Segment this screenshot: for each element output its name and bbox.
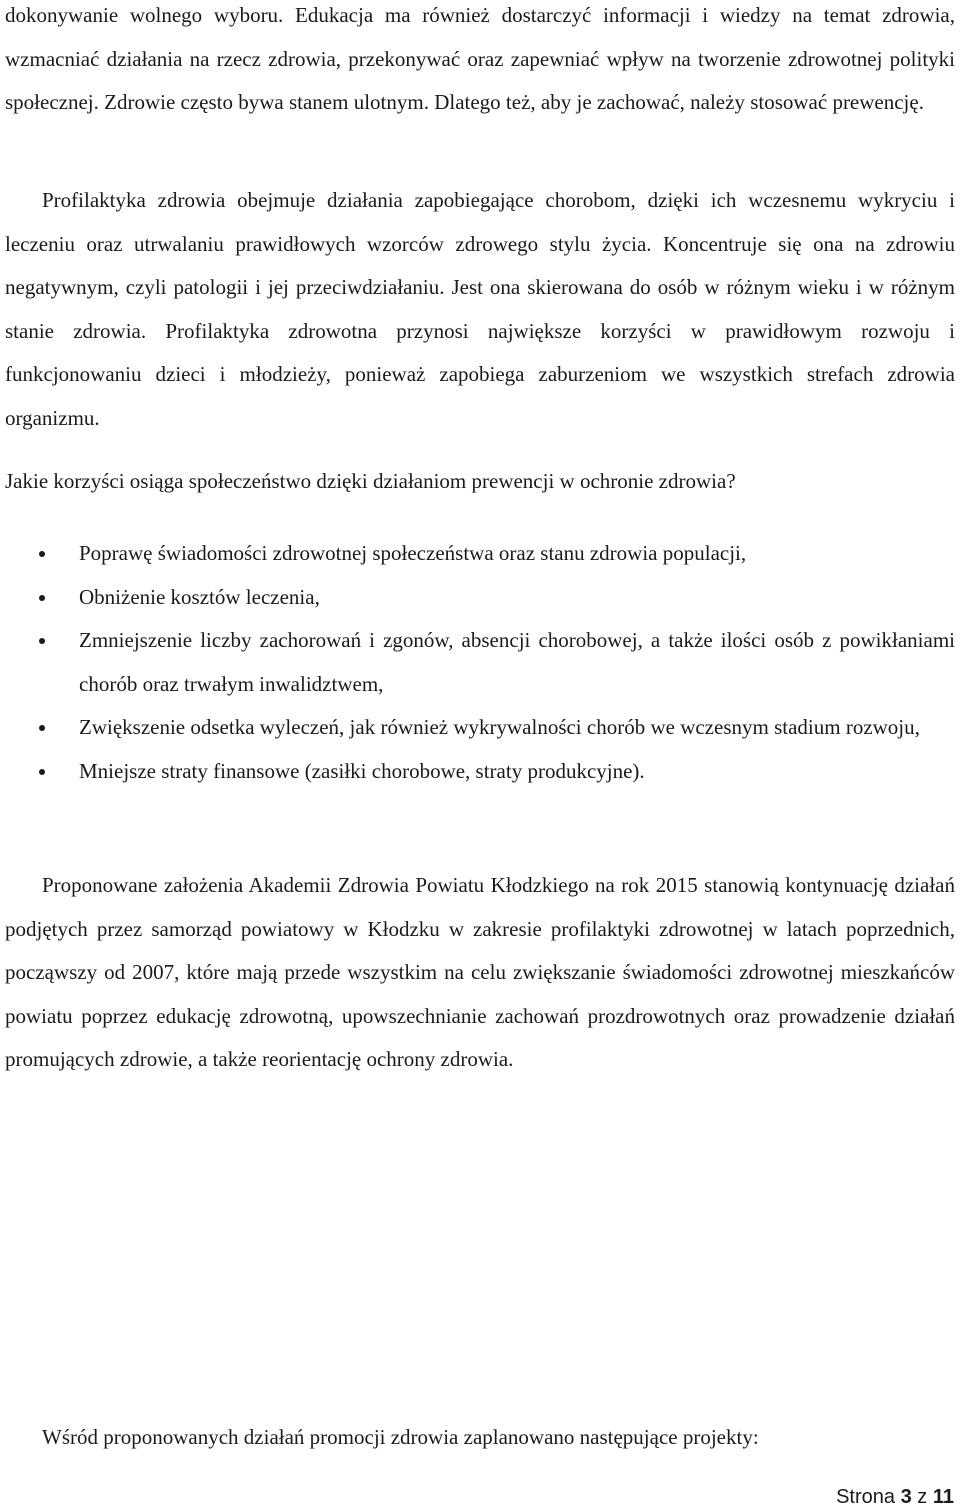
bullet-icon [39,638,45,644]
list-item [0,532,955,576]
page-of: z [917,1486,928,1508]
list-item-text: Obniżenie kosztów leczenia, [79,584,320,609]
list-item [0,750,955,794]
list-item-text: Zmniejszenie liczby zachorowań i zgonów, absencji chorobowej, a także ilości osób z powikłaniami chorób oraz trwałym inwalidztwem, [79,628,955,696]
page-number-footer [836,1486,954,1509]
list-item [0,619,955,706]
list-item-text: Poprawę świadomości zdrowotnej społeczeństwa oraz stanu zdrowia populacji, [79,541,747,565]
bullet-icon [39,595,45,601]
list-item-text: Zwiększenie odsetka wyleczeń, jak również wykrywalności chorób we wczesnym stadium rozwoju, [79,715,920,740]
paragraph-projects-intro: Wśród proponowanych działań promocji zdrowia zaplanowano następujące projekty: [42,1425,759,1449]
bullet-icon [39,551,45,557]
page-current: 3 [900,1486,912,1508]
paragraph-intro-continuation: dokonywanie wolnego wyboru. Edukacja ma również dostarczyć informacji i wiedzy na temat zdrowia, wzmacniać działania na rzecz zdrowia, przekonywać oraz zapewniać wpływ na tworzenie zdrowotnej polityki społecznej. Zdrowie często bywa stanem ulotnym. Dlatego też, aby je zachować, należy stosować prewencję. [5,3,955,115]
benefits-list [0,532,955,794]
bullet-icon [39,769,45,775]
list-item [0,576,955,620]
paragraph-academy-proposal: Proponowane założenia Akademii Zdrowia Powiatu Kłodzkiego na rok 2015 stanowią kontynuację działań podjętych przez samorząd powiatowy w Kłodzku w zakresie profilaktyki zdrowotnej w latach poprzednich, począwszy od 2007, które mają przede wszystkim na celu zwiększanie świadomości zdrowotnej mieszkańców powiatu poprzez edukację zdrowotną, upowszechnianie zachowań prozdrowotnych oraz prowadzenie działań promujących zdrowie, a także reorientację ochrony zdrowia. [5,873,955,1072]
paragraph-prophylaxis: Profilaktyka zdrowia obejmuje działania zapobiegające chorobom, dzięki ich wczesnemu wykryciu i leczeniu oraz utrwalaniu prawidłowych wzorców zdrowego stylu życia. Koncentruje się ona na zdrowiu negatywnym, czyli patologii i jej przeciwdziałaniu. Jest ona skierowana do osób w różnym wieku i w różnym stanie zdrowia. Profilaktyka zdrowotna przynosi największe korzyści w prawidłowym rozwoju i funkcjonowaniu dzieci i młodzieży, ponieważ zapobiega zaburzeniom we wszystkich strefach zdrowia organizmu. [5,188,955,430]
question-heading: Jakie korzyści osiąga społeczeństwo dzięki działaniom prewencji w ochronie zdrowia? [5,469,736,493]
page-word: Strona [836,1486,896,1508]
page-total: 11 [932,1486,954,1508]
list-item-text: Mniejsze straty finansowe (zasiłki chorobowe, straty produkcyjne). [79,758,645,783]
bullet-icon [39,725,45,731]
list-item [0,706,955,750]
